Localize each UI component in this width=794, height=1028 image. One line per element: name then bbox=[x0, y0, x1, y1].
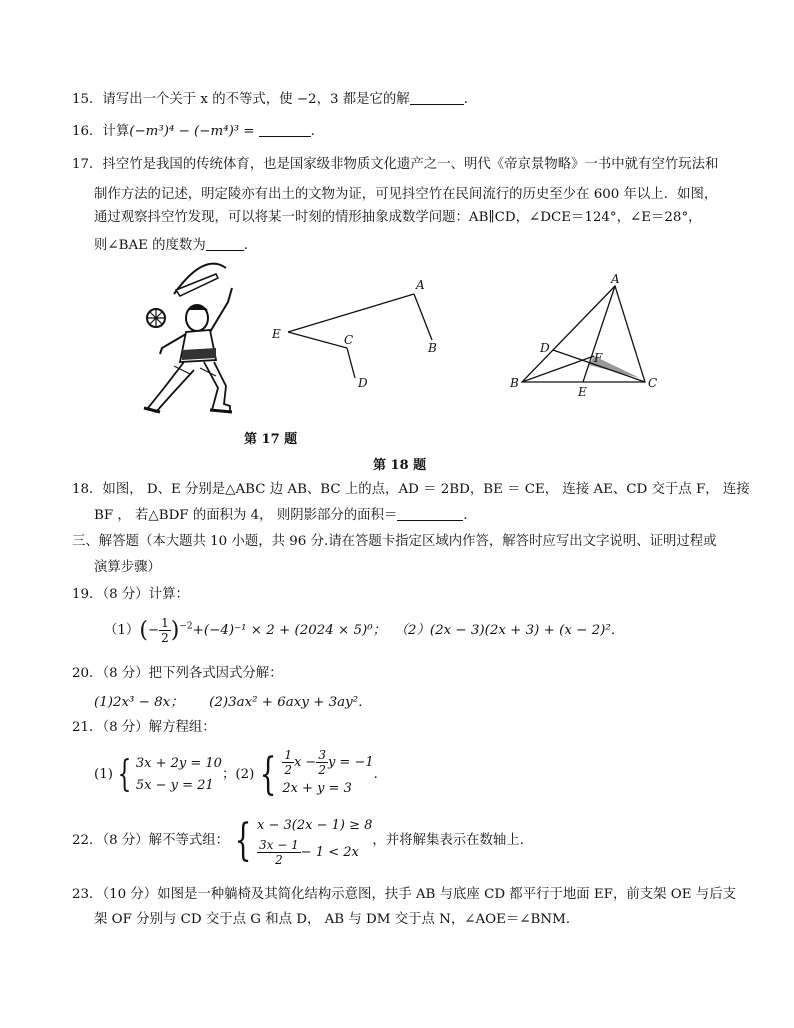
question-23-line1: 23．（10 分）如图是一种躺椅及其简化结构示意图，扶手 AB 与底座 CD 都平行于地面 EF，前支架 OE 与后支 bbox=[72, 887, 736, 902]
q18-answer-blank[interactable] bbox=[397, 507, 463, 521]
fig17-segment-EC bbox=[288, 332, 347, 348]
fig18-triangle-ABC bbox=[522, 286, 645, 382]
figure-18-caption: 第 18 题 bbox=[373, 458, 427, 473]
q15-text: 15．请写出一个关于 x 的不等式，使 −2，3 都是它的解 bbox=[72, 92, 410, 107]
question-20-parts: (1)2x³ − 8x； (2)3ax² + 6axy + 3ay²． bbox=[94, 695, 372, 710]
fig17-segment-AB bbox=[414, 294, 432, 340]
question-20-heading: 20．（8 分）把下列各式因式分解： bbox=[72, 666, 283, 681]
q16-answer-blank[interactable] bbox=[259, 123, 311, 137]
fig18-label-A: A bbox=[611, 272, 620, 286]
fig17-label-D: D bbox=[358, 376, 368, 390]
kongzhu-player-illustration bbox=[134, 262, 244, 417]
fig18-label-D: D bbox=[540, 341, 550, 355]
question-17-line4: 则∠BAE 的度数为 ． bbox=[94, 238, 258, 253]
fig17-label-B: B bbox=[428, 341, 437, 355]
q16-expression: (−m³)⁴ − (−m⁴)³ = bbox=[129, 124, 255, 139]
question-18-line2: BF ， 若△BDF 的面积为 4， 则阴影部分的面积＝ ． bbox=[94, 508, 477, 523]
question-17-line2: 制作方法的记述，明定陵亦有出土的文物为证，可见抖空竹在民间流行的历史至少在 600 年以上．如图， bbox=[94, 187, 718, 202]
figure-17-diagram bbox=[262, 272, 452, 397]
question-19-heading: 19．（8 分）计算： bbox=[72, 587, 189, 602]
fig17-label-C: C bbox=[344, 333, 354, 347]
question-17-line3: 通过观察抖空竹发现，可以将某一时刻的情形抽象成数学问题：AB∥CD，∠DCE＝124°，∠E＝28°， bbox=[94, 210, 702, 225]
question-18-line1: 18．如图， D、E 分别是△ABC 边 AB、BC 上的点，AD ＝ 2BD，BE ＝ CE， 连接 AE、CD 交于点 F， 连接 bbox=[72, 482, 750, 497]
section-3-heading: 三、解答题（本大题共 10 小题，共 96 分.请在答题卡指定区域内作答，解答时应写出文字说明、证明过程或 bbox=[72, 534, 717, 549]
figure-18-diagram bbox=[500, 272, 680, 402]
fig17-label-A: A bbox=[416, 278, 425, 292]
section-3-heading-cont: 演算步骤） bbox=[94, 560, 161, 575]
fig17-segment-CD bbox=[347, 348, 355, 378]
question-21-heading: 21．（8 分）解方程组： bbox=[72, 720, 216, 735]
fig18-label-B: B bbox=[510, 376, 519, 390]
fig18-label-C: C bbox=[648, 376, 658, 390]
question-21-systems: (1) { 3x + 2y = 10 5x − y = 21 ；(2) { $\frac{1}{2}$ x − $\frac{3}{2}$ y = −1 2x + y = 3 ． bbox=[94, 748, 388, 800]
fig18-segment-BF bbox=[522, 356, 594, 382]
question-17-line1: 17．抖空竹是我国的传统体育，也是国家级非物质文化遗产之一、明代《帝京景物略》一书中就有空竹玩法和 bbox=[72, 157, 719, 172]
q17-answer-blank[interactable] bbox=[206, 237, 244, 251]
question-19-parts: （1）(− $\frac{1}{2}$ )$^{-2}$+(−4)⁻¹ × 2 + (2024 × 5)⁰； （2）(2x − 3)(2x + 3) + (x − 2)²． bbox=[104, 616, 625, 645]
question-15: 15．请写出一个关于 x 的不等式，使 −2，3 都是它的解 ． bbox=[72, 92, 478, 107]
q15-answer-blank[interactable] bbox=[410, 91, 464, 105]
fig17-segment-EA bbox=[288, 294, 414, 332]
fig18-label-F: F bbox=[594, 351, 603, 365]
fig17-label-E: E bbox=[272, 327, 281, 341]
question-23-line2: 架 OF 分别与 CD 交于点 G 和点 D， AB 与 DM 交于点 N，∠AOE＝∠BNM． bbox=[94, 912, 580, 927]
figure-17-caption: 第 17 题 bbox=[244, 432, 298, 447]
question-22: 22．（8 分）解不等式组： { x − 3(2x − 1) ≥ 8 $\frac{3x - 1}{2}$ − 1 < 2x ，并将解集表示在数轴上． bbox=[72, 814, 534, 867]
fig18-label-E: E bbox=[578, 385, 587, 399]
question-16: 16．计算(−m³)⁴ − (−m⁴)³ = ． bbox=[72, 124, 325, 139]
